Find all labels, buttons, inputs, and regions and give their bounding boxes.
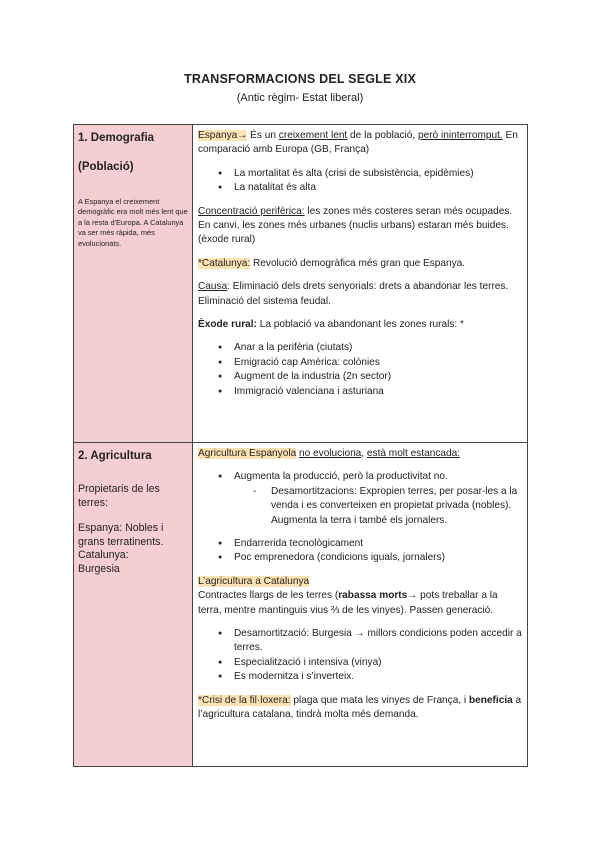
- list-item: ● Augmenta la producció, però la productivitat no.: [198, 470, 523, 484]
- underline-span: Causa: [198, 281, 228, 293]
- text-span: de la població,: [347, 130, 418, 141]
- text-span: ,: [361, 448, 367, 459]
- sub-list-item: - Desamortitzacions: Expropien terres, per posar-les a la venda i es converteixen en propietat privada (nobles). Augmenta la terra i també els jornalers.: [198, 485, 523, 528]
- underline-span: Concentració perifèrica:: [198, 205, 305, 217]
- list-item: ● Especialització i intensiva (vinya): [198, 656, 523, 670]
- text-span: : Eliminació dels drets senyorials: drets a abandonar les terres. Eliminació del sistema feudal.: [198, 281, 509, 307]
- sec1-p4: [198, 280, 523, 309]
- underline-span: però ininterromput.: [417, 130, 503, 141]
- text-span: a l’agricultura catalana, tindrà molta més demanda.: [198, 694, 522, 721]
- list-item: ● Es modernitza i s’inverteix.: [198, 670, 523, 684]
- text-span: La població va abandonant les zones rurals: *: [256, 319, 464, 331]
- sec2-left-cell: [74, 443, 193, 767]
- text-span: És un: [247, 130, 279, 141]
- text-span: Contractes llargs de les terres (: [198, 590, 339, 602]
- text-span: Revolució demogràfica més gran que Espanya.: [250, 257, 466, 269]
- bold-span: rabassa morts: [338, 590, 408, 602]
- sec2-owners-catalunya-label: Catalunya:: [78, 549, 129, 562]
- notes-table: [73, 124, 528, 767]
- text-span: les zones més costeres seran més ocupades. En canvi, les zones més urbanes (nuclis urbans) estaran més buides. (èxode rural): [198, 205, 513, 246]
- agricultura-highlight: Agricultura Espanyola: [198, 448, 297, 459]
- sec1-left-cell: [74, 125, 193, 443]
- sec1-bullets1: [198, 167, 523, 196]
- list-item: ● Poc emprenedora (condicions iguals, jornalers): [198, 551, 523, 565]
- sec2-catalunya-heading: [198, 575, 523, 589]
- text-span: → pots treballar a la terra, mentre mantinguis vius ⅔ de les vinyes). Passen generació.: [198, 590, 498, 616]
- sec1-note: A Espanya el creixement demogràfic era molt més lent que a la resta d'Europa. A Catalunya va ser més ràpida, més evolucionats.: [78, 197, 188, 248]
- list-item: ● Emigració cap Amèrica: colònies: [198, 356, 523, 370]
- list-item: ● Immigració valenciana i asturiana: [198, 385, 523, 399]
- document-title: TRANSFORMACIONS DEL SEGLE XIX: [184, 72, 416, 86]
- espanya-highlight: Espanya→: [198, 130, 248, 141]
- sec2-title: 2. Agricultura: [78, 450, 152, 462]
- row-demografia: [74, 125, 528, 443]
- list-item: ● La mortalitat és alta (crisi de subsistència, epidèmies): [198, 167, 523, 181]
- sec2-owners-catalunya: Burgesia: [78, 562, 120, 575]
- underline-span: no evoluciona: [299, 448, 362, 459]
- sec2-owners-espanya: Espanya: Nobles i grans terratinents.: [78, 522, 164, 548]
- row-agricultura: [74, 443, 528, 767]
- sec2-bullets2: [198, 537, 523, 566]
- catalunya-highlight: *Catalunya:: [198, 257, 251, 269]
- sec2-bullets1: [198, 470, 523, 484]
- list-item: ● Endarrerida tecnològicament: [198, 537, 523, 551]
- sec2-p3: [198, 694, 523, 723]
- sec1-bullets2: [198, 341, 523, 399]
- list-item: ● Anar a la perifèria (ciutats): [198, 341, 523, 355]
- underline-span: està molt estancada:: [366, 448, 461, 459]
- sec2-p1: [198, 447, 523, 461]
- sec2-content: [193, 443, 528, 767]
- bold-span: beneficia: [468, 694, 513, 706]
- list-item: ● Augment de la industria (2n sector): [198, 370, 523, 384]
- bold-span: Èxode rural:: [198, 319, 257, 331]
- sec1-p3: [198, 257, 523, 271]
- sec2-bullets3: [198, 627, 523, 685]
- filloxera-highlight: *Crisi de la fil·loxera:: [198, 694, 291, 706]
- list-item: ● Desamortització: Burgesia → millors condicions poden accedir a terres.: [198, 627, 523, 656]
- text-span: En comparació amb Europa (GB, França): [198, 130, 518, 156]
- sec1-p2: [198, 205, 523, 248]
- sec1-title: 1. Demografia: [78, 132, 155, 144]
- underline-span: creixement lent: [278, 130, 348, 141]
- sec1-subtitle: (Població): [78, 161, 134, 173]
- sec2-sublist: [198, 485, 523, 528]
- sec2-p2: [198, 589, 523, 618]
- sec1-p1: [198, 129, 523, 158]
- catalunya-agri-highlight: L’agricultura a Catalunya: [198, 575, 310, 587]
- text-span: plaga que mata les vinyes de França, i: [290, 694, 469, 706]
- sec2-owners-label: Propietaris de les terres:: [78, 483, 160, 509]
- sec1-content: [193, 125, 528, 443]
- document-subtitle: (Antic règim- Estat liberal): [236, 92, 364, 104]
- list-item: ● La natalitat és alta: [198, 181, 523, 195]
- sec1-p5: [198, 318, 523, 332]
